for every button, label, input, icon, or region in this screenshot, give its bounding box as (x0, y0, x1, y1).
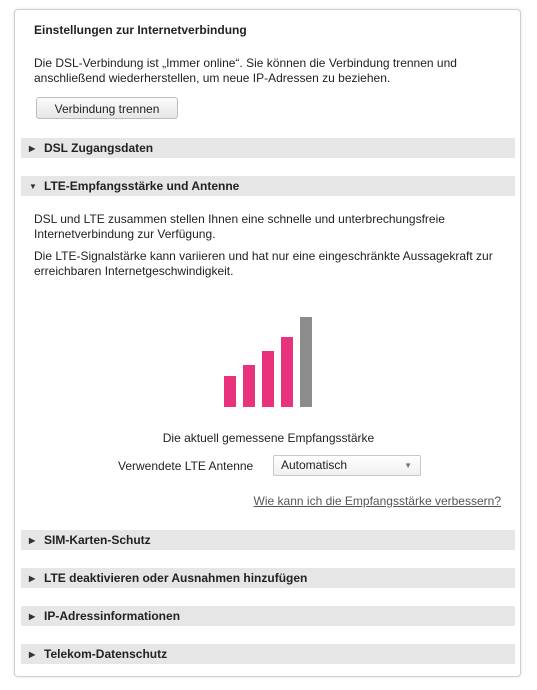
caret-right-icon: ▶ (29, 611, 36, 621)
section-sim-protection[interactable] (21, 530, 515, 550)
section-label: LTE deaktivieren oder Ausnahmen hinzufügen (44, 571, 308, 585)
section-lte-disable[interactable] (21, 568, 515, 588)
section-label: DSL Zugangsdaten (44, 141, 154, 155)
section-telekom-privacy[interactable] (21, 644, 515, 664)
internet-settings-panel (14, 9, 521, 677)
antenna-select-value: Automatisch (281, 458, 348, 472)
section-label: IP-Adressinformationen (44, 609, 181, 623)
section-lte-signal[interactable] (21, 176, 515, 196)
signal-bar-2 (243, 365, 255, 407)
signal-bar-1 (224, 376, 236, 407)
caret-right-icon: ▶ (29, 573, 36, 583)
section-dsl-credentials[interactable] (21, 138, 515, 158)
dsl-status-text: Die DSL-Verbindung ist „Immer online“. Sie können die Verbindung trennen und anschließend wiederherstellen, um neue IP-Adressen zu beziehen. (34, 56, 457, 85)
signal-bar-4 (281, 337, 293, 407)
caret-right-icon: ▶ (29, 143, 36, 153)
chevron-down-icon: ▼ (404, 461, 412, 470)
section-ip-info[interactable] (21, 606, 515, 626)
signal-caption: Die aktuell gemessene Empfangsstärke (162, 431, 375, 445)
caret-right-icon: ▶ (29, 535, 36, 545)
caret-right-icon: ▶ (29, 649, 36, 659)
panel-title: Einstellungen zur Internetverbindung (34, 23, 247, 37)
lte-intro-text: DSL und LTE zusammen stellen Ihnen eine schnelle und unterbrechungsfreie Internetverbindung zur Verfügung. (34, 212, 445, 241)
section-label: LTE-Empfangsstärke und Antenne (44, 179, 240, 193)
disconnect-button[interactable]: Verbindung trennen (36, 97, 178, 119)
signal-bar-5 (300, 317, 312, 407)
section-label: Telekom-Datenschutz (44, 647, 168, 661)
signal-strength-indicator (224, 315, 314, 407)
lte-note-text: Die LTE-Signalstärke kann variieren und hat nur eine eingeschränkte Aussagekraft zur erreichbaren Internetgeschwindigkeit. (34, 249, 493, 278)
improve-signal-link[interactable]: Wie kann ich die Empfangsstärke verbessern? (253, 494, 501, 508)
signal-bar-3 (262, 351, 274, 407)
section-label: SIM-Karten-Schutz (44, 533, 151, 547)
antenna-label: Verwendete LTE Antenne (118, 459, 254, 473)
antenna-select[interactable] (273, 455, 421, 476)
caret-down-icon: ▼ (29, 181, 37, 191)
